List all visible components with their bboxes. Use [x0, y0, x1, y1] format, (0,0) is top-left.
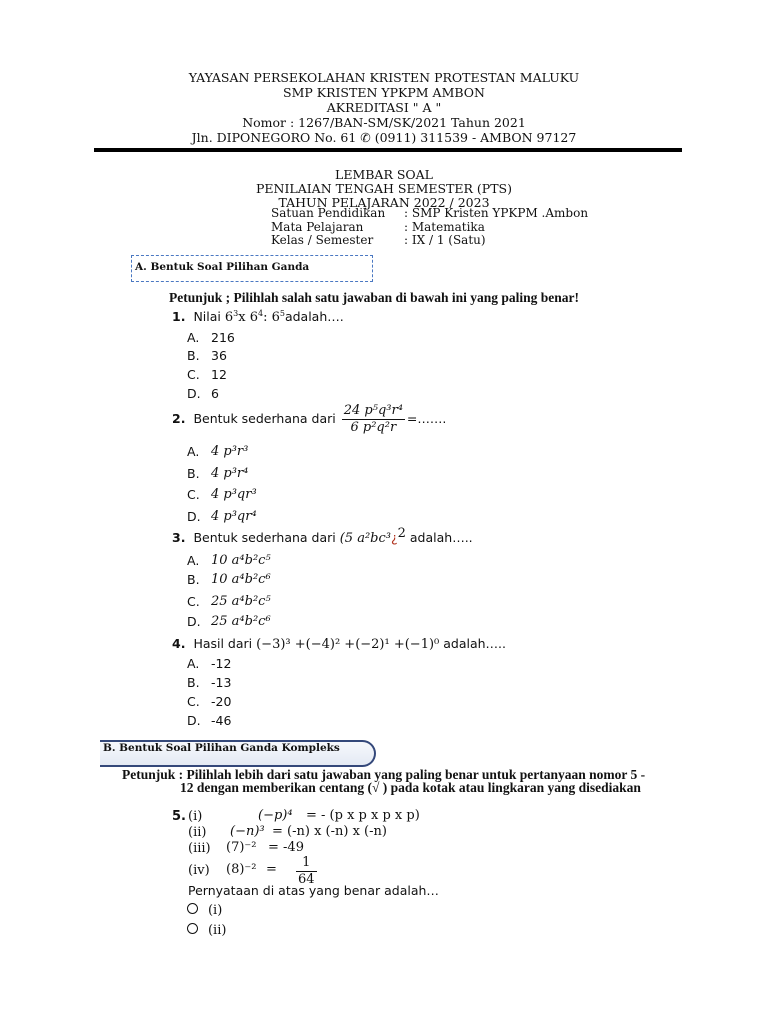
statement-lhs: (7)⁻² — [226, 840, 257, 855]
statement-roman: (ii) — [188, 825, 207, 840]
academic-year: TAHUN PELAJARAN 2022 / 2023 — [278, 195, 490, 210]
statement-rhs: = — [266, 862, 277, 877]
statement-roman: (iv) — [188, 863, 210, 878]
option-d[interactable]: D. 25 a⁴b²c⁶ — [187, 614, 271, 629]
sheet-title: LEMBAR SOAL — [335, 167, 433, 182]
question-text: Hasil dari (−3)³ +(−4)² +(−2)¹ +(−1)⁰ adalah….. — [193, 636, 506, 652]
option-a[interactable]: A. 216 — [187, 330, 235, 345]
info-value-class: : IX / 1 (Satu) — [404, 233, 486, 247]
question-text: Nilai $6^3x$ $6^4$: $6^5adalah\dots$. — [193, 309, 344, 325]
option-a[interactable]: A. 4 p³r³ — [187, 444, 249, 459]
option-b[interactable]: B. 4 p³r⁴ — [187, 466, 249, 481]
choice-label: (i) — [207, 903, 223, 918]
statement-rhs: = - (p x p x p x p) — [306, 808, 420, 823]
statement-lhs: (−p)⁴ — [258, 808, 293, 823]
statement-roman: (i) — [188, 809, 203, 824]
choice-i[interactable] — [187, 902, 222, 918]
option-d[interactable]: D. 4 p³qr⁴ — [187, 509, 257, 524]
info-value-subject: : Matematika — [404, 220, 485, 234]
question-4 — [172, 636, 506, 652]
question-2 — [172, 403, 446, 436]
option-c[interactable]: C. 12 — [187, 367, 227, 382]
question-text: Bentuk sederhana dari (5 a²bc³¿$^2$ adalah….. — [193, 526, 473, 546]
statement-i — [188, 808, 420, 824]
section-a-label: A. Bentuk Soal Pilihan Ganda — [135, 261, 310, 273]
option-c[interactable]: C. 25 a⁴b²c⁵ — [187, 594, 271, 609]
choice-ii[interactable] — [187, 922, 226, 938]
school-address: Jln. DIPONEGORO No. 61 ✆ (0911) 311539 - AMBON 97127 — [191, 130, 577, 145]
school-name: SMP KRISTEN YPKPM AMBON — [283, 85, 485, 100]
question-3 — [172, 526, 473, 546]
question-5-number: 5. — [172, 809, 186, 824]
fraction: $\frac{1}{64}$ — [298, 855, 315, 887]
statement-iii — [188, 840, 304, 856]
question-number: 4. — [172, 636, 186, 651]
question-5-prompt: Pernyataan di atas yang benar adalah… — [188, 883, 439, 898]
info-label-class: Kelas / Semester — [271, 233, 374, 247]
radio-circle-icon[interactable] — [187, 903, 198, 914]
section-b-instruction-line1: Petunjuk : Pilihlah lebih dari satu jawaban yang paling benar untuk pertanyaan nomor 5 - — [122, 767, 646, 782]
exam-name: PENILAIAN TENGAH SEMESTER (PTS) — [256, 181, 512, 196]
option-d[interactable]: D. 6 — [187, 386, 219, 401]
option-b[interactable]: B. 10 a⁴b²c⁶ — [187, 572, 271, 587]
question-number: 2. — [172, 411, 186, 426]
option-b[interactable]: B. 36 — [187, 348, 227, 363]
school-foundation-name: YAYASAN PERSEKOLAHAN KRISTEN PROTESTAN MALUKU — [188, 70, 580, 85]
question-text: Bentuk sederhana dari $\frac{\text{24 p⁵q³r⁴}}{\text{6 p²q²r}}$ =……. — [193, 403, 447, 435]
section-a-instruction: Petunjuk ; Pilihlah salah satu jawaban di bawah ini yang paling benar! — [169, 290, 579, 305]
statement-rhs: = -49 — [268, 840, 304, 855]
accreditation: AKREDITASI " A " — [326, 100, 442, 115]
choice-label: (ii) — [207, 923, 227, 938]
info-label-subject: Mata Pelajaran — [271, 220, 364, 234]
statement-roman: (iii) — [188, 841, 211, 856]
question-number: 1. — [172, 309, 186, 324]
radio-circle-icon[interactable] — [187, 923, 198, 934]
option-d[interactable]: D. -46 — [187, 713, 232, 728]
accreditation-number: Nomor : 1267/BAN-SM/SK/2021 Tahun 2021 — [242, 115, 526, 130]
statement-lhs: (−n)³ — [230, 824, 265, 839]
section-b-instruction-line2: 12 dengan memberikan centang (√ ) pada kotak atau lingkaran yang disediakan — [180, 780, 641, 795]
fraction: $\frac{\text{24 p⁵q³r⁴}}{\text{6 p²q²r}}$ — [343, 403, 403, 435]
info-value-school: : SMP Kristen YPKPM .Ambon — [404, 206, 589, 220]
statement-iv — [188, 855, 315, 887]
option-c[interactable]: C. 4 p³qr³ — [187, 487, 257, 502]
option-b[interactable]: B. -13 — [187, 675, 232, 690]
question-number: 3. — [172, 530, 186, 545]
statement-rhs: = (-n) x (-n) x (-n) — [272, 824, 387, 839]
option-c[interactable]: C. -20 — [187, 694, 232, 709]
section-b-label: B. Bentuk Soal Pilihan Ganda Kompleks — [103, 742, 340, 754]
question-1 — [172, 309, 344, 325]
header-divider — [94, 148, 682, 152]
statement-ii — [188, 824, 387, 840]
option-a[interactable]: A. 10 a⁴b²c⁵ — [187, 553, 271, 568]
statement-lhs: (8)⁻² — [226, 862, 257, 877]
option-a[interactable]: A. -12 — [187, 656, 232, 671]
info-label-school: Satuan Pendidikan — [271, 206, 386, 220]
